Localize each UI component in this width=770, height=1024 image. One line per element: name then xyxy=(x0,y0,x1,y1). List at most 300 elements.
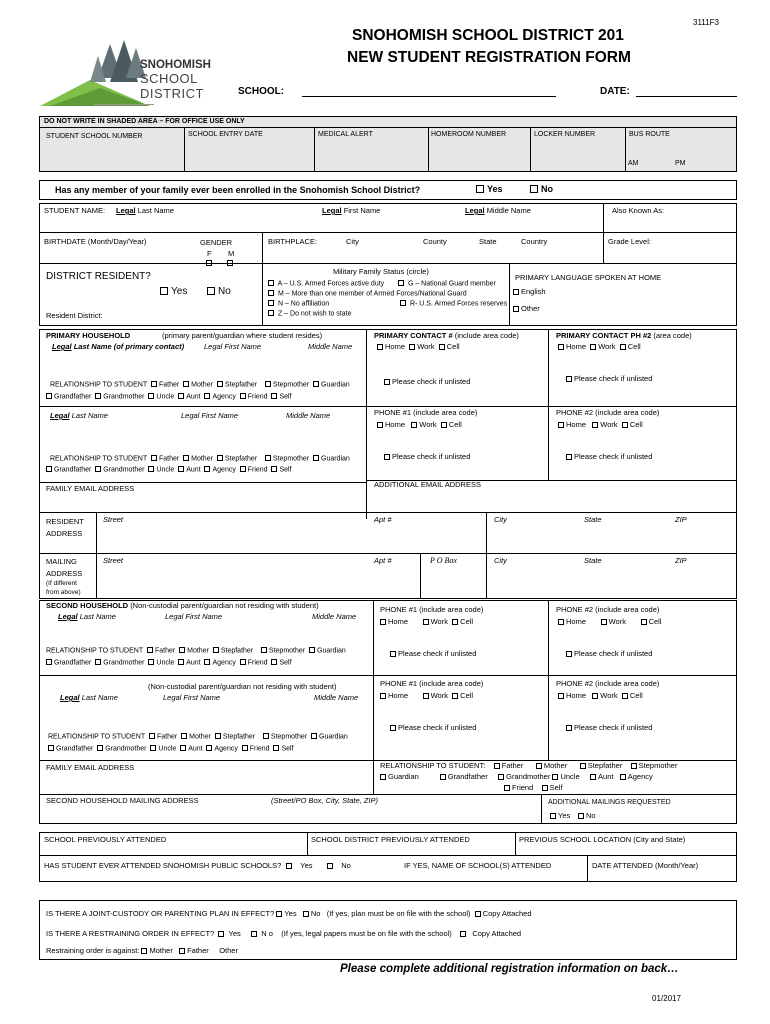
checkbox-icon[interactable] xyxy=(46,393,52,399)
rel-mother: Mother xyxy=(191,455,213,463)
checkbox-icon[interactable] xyxy=(46,659,52,665)
checkbox-icon[interactable] xyxy=(622,422,628,428)
checkbox-icon[interactable] xyxy=(311,733,317,739)
checkbox-icon[interactable] xyxy=(423,693,429,699)
birthplace-country-label: Country xyxy=(521,237,548,246)
enrolled-question: Has any member of your family ever been enrolled in the Snohomish School District? xyxy=(55,185,421,195)
checkbox-icon[interactable] xyxy=(409,344,415,350)
ever-yes-label: Yes xyxy=(300,861,313,870)
checkbox-icon[interactable] xyxy=(440,774,446,780)
resident-yes[interactable] xyxy=(160,286,187,298)
student-last-name-label xyxy=(116,207,174,216)
gender-m-label: M xyxy=(228,249,235,258)
contact-2-unlisted[interactable] xyxy=(566,375,652,384)
rel-friend: Friend xyxy=(512,783,534,792)
checkbox-icon[interactable] xyxy=(271,393,277,399)
school-label: SCHOOL: xyxy=(238,86,285,97)
rel-stepmother: Stepmother xyxy=(272,381,310,389)
checkbox-icon[interactable] xyxy=(377,344,383,350)
second-phone-1-unlisted[interactable] xyxy=(390,650,476,659)
checkbox-icon[interactable] xyxy=(141,948,147,954)
checkbox-icon xyxy=(160,287,168,295)
rel-aunt: Aunt xyxy=(186,466,201,474)
home-label: Home xyxy=(388,617,409,626)
rel-father: Father xyxy=(159,455,180,463)
bus-pm-label: PM xyxy=(675,160,686,167)
rel-friend: Friend xyxy=(249,745,270,753)
checkbox-icon[interactable] xyxy=(251,931,257,937)
school-name-label: IF YES, NAME OF SCHOOL(S) ATTENDED xyxy=(404,861,552,870)
checkbox-icon[interactable] xyxy=(179,647,185,653)
second-household-section xyxy=(39,600,737,824)
checkbox-icon[interactable] xyxy=(303,911,309,917)
checkbox-icon[interactable] xyxy=(460,931,466,937)
rel-stepmother: Stepmother xyxy=(268,647,306,655)
checkbox-icon[interactable] xyxy=(273,745,279,751)
checkbox-icon[interactable] xyxy=(380,693,386,699)
checkbox-icon[interactable] xyxy=(592,693,598,699)
previous-district-label: SCHOOL DISTRICT PREVIOUSLY ATTENDED xyxy=(311,835,470,844)
legal-word: Legal xyxy=(52,342,72,351)
checkbox-icon xyxy=(566,376,572,382)
unlisted-label: Please check if unlisted xyxy=(574,723,653,732)
military-g-label: G – National Guard member xyxy=(407,280,496,288)
home-label: Home xyxy=(566,617,587,626)
date-label: DATE: xyxy=(600,86,630,97)
enrolled-no[interactable] xyxy=(530,184,553,194)
checkbox-icon[interactable] xyxy=(46,466,52,472)
resident-no[interactable] xyxy=(207,286,231,298)
checkbox-icon[interactable] xyxy=(498,774,504,780)
district-resident-label: DISTRICT RESIDENT? xyxy=(46,271,151,282)
second-2-phone-2-type xyxy=(558,692,643,701)
against-other-label: Other xyxy=(219,946,238,955)
checkbox-icon[interactable] xyxy=(204,393,210,399)
checkbox-icon[interactable] xyxy=(590,774,596,780)
relationship-label: RELATIONSHIP TO STUDENT xyxy=(48,733,146,741)
language-english-label: English xyxy=(521,287,546,296)
rel-stepfather: Stepfather xyxy=(587,761,623,770)
rel-uncle: Uncle xyxy=(156,393,175,401)
checkbox-icon xyxy=(578,813,584,819)
form-title-registration: NEW STUDENT REGISTRATION FORM xyxy=(347,49,631,66)
work-label: Work xyxy=(430,617,448,626)
checkbox-icon[interactable] xyxy=(452,693,458,699)
medical-alert-label: MEDICAL ALERT xyxy=(318,131,373,138)
mailing-city-label: City xyxy=(494,556,507,565)
contact-2-type xyxy=(558,343,641,352)
relationship-row-2a xyxy=(50,455,350,463)
second-parent-last-name-label xyxy=(50,412,108,421)
logo-text-school: SCHOOL xyxy=(140,71,198,86)
checkbox-icon[interactable] xyxy=(147,647,153,653)
resident-yes-label: Yes xyxy=(171,286,188,297)
checkbox-icon[interactable] xyxy=(242,745,248,751)
form-title-district: SNOHOMISH SCHOOL DISTRICT 201 xyxy=(352,27,624,44)
aka-label: Also Known As: xyxy=(612,206,665,215)
rel-grandmother: Grandmother xyxy=(506,772,551,781)
checkbox-icon xyxy=(550,813,556,819)
locker-label: LOCKER NUMBER xyxy=(534,131,596,138)
second-household-title: SECOND HOUSEHOLD xyxy=(46,601,129,610)
last-name-text: Last Name xyxy=(137,206,174,215)
additional-mailings-yes[interactable] xyxy=(550,812,570,821)
checkbox-icon[interactable] xyxy=(439,344,445,350)
rel-grandmother: Grandmother xyxy=(103,393,145,401)
first-name-text: First Name xyxy=(343,206,381,215)
checkbox-icon[interactable] xyxy=(313,455,319,461)
mailing-different-2: from above) xyxy=(46,589,81,596)
checkbox-icon[interactable] xyxy=(148,466,154,472)
second-mailing-hint: (Street/PO Box, City, State, ZIP) xyxy=(271,796,378,805)
school-input-line[interactable] xyxy=(302,96,556,97)
checkbox-icon[interactable] xyxy=(313,381,319,387)
last-name-text: Last Name xyxy=(79,612,116,621)
unlisted-label: Please check if unlisted xyxy=(574,452,653,461)
rel-stepmother: Stepmother xyxy=(272,455,310,463)
checkbox-icon[interactable] xyxy=(411,422,417,428)
rel-mother: Mother xyxy=(191,381,213,389)
checkbox-icon[interactable] xyxy=(178,466,184,472)
relationship-row-3a xyxy=(46,647,346,655)
birthplace-label: BIRTHPLACE: xyxy=(268,237,318,246)
second-family-email-label: FAMILY EMAIL ADDRESS xyxy=(46,763,135,772)
military-a[interactable] xyxy=(268,280,384,288)
form-revision-date: 01/2017 xyxy=(652,994,681,1003)
restraining-question: IS THERE A RESTRAINING ORDER IN EFFECT? xyxy=(46,929,215,938)
checkbox-icon[interactable] xyxy=(151,381,157,387)
checkbox-icon[interactable] xyxy=(180,745,186,751)
checkbox-icon[interactable] xyxy=(240,466,246,472)
family-email-label: FAMILY EMAIL ADDRESS xyxy=(46,484,135,493)
date-input-line[interactable] xyxy=(636,96,737,97)
checkbox-icon[interactable] xyxy=(380,619,386,625)
unlisted-label: Please check if unlisted xyxy=(392,377,471,386)
rel-grandfather: Grandfather xyxy=(54,466,92,474)
checkbox-icon[interactable] xyxy=(558,693,564,699)
contact-1-unlisted[interactable] xyxy=(384,378,470,387)
checkbox-icon[interactable] xyxy=(380,774,386,780)
home-label: Home xyxy=(385,342,406,351)
home-label: Home xyxy=(388,691,409,700)
legal-word: Legal xyxy=(322,206,342,215)
gender-label: GENDER xyxy=(200,238,233,247)
resident-district-label: Resident District: xyxy=(46,311,103,320)
gender-f-checkbox[interactable] xyxy=(206,260,214,268)
rel-grandfather: Grandfather xyxy=(54,659,92,667)
phone-1-label: PHONE #1 (include area code) xyxy=(374,408,478,417)
cell-label: Cell xyxy=(629,420,643,429)
language-other-label: Other xyxy=(521,304,540,313)
cell-label: Cell xyxy=(627,342,641,351)
rel-guardian: Guardian xyxy=(317,647,346,655)
resident-state-label: State xyxy=(584,515,602,524)
checkbox-icon xyxy=(530,185,538,193)
checkbox-icon[interactable] xyxy=(580,763,586,769)
checkbox-icon[interactable] xyxy=(218,931,224,937)
contact-1-title: PRIMARY CONTACT # xyxy=(374,331,453,340)
checkbox-icon[interactable] xyxy=(620,774,626,780)
checkbox-icon[interactable] xyxy=(265,381,271,387)
restraining-against-row xyxy=(46,947,238,956)
joint-custody-row xyxy=(46,910,532,919)
checkbox-icon xyxy=(476,185,484,193)
rel-uncle: Uncle xyxy=(158,745,177,753)
rel-mother: Mother xyxy=(543,761,568,770)
rel-friend: Friend xyxy=(247,466,268,474)
rel-aunt: Aunt xyxy=(186,393,201,401)
checkbox-icon[interactable] xyxy=(240,659,246,665)
resident-street-label: Street xyxy=(103,515,124,524)
grade-level-label: Grade Level: xyxy=(608,237,651,246)
checkbox-icon[interactable] xyxy=(95,659,101,665)
rel-grandmother: Grandmother xyxy=(103,659,145,667)
checkbox-icon[interactable] xyxy=(641,619,647,625)
rel-father: Father xyxy=(155,647,176,655)
legal-word: Legal xyxy=(116,206,136,215)
unlisted-label: Please check if unlisted xyxy=(392,452,471,461)
ever-attended-yes[interactable] xyxy=(286,862,313,871)
checkbox-icon[interactable] xyxy=(263,733,269,739)
second-first-name-label: Legal First Name xyxy=(165,612,223,621)
second-relationship-row-b xyxy=(380,773,653,782)
checkbox-icon[interactable] xyxy=(265,455,271,461)
checkbox-icon[interactable] xyxy=(271,466,277,472)
checkbox-icon[interactable] xyxy=(552,774,558,780)
phone-1-unlisted[interactable] xyxy=(384,453,470,462)
second-2-phone-1-type xyxy=(380,692,473,701)
primary-first-name-label: Legal First Name xyxy=(204,342,262,351)
checkbox-icon[interactable] xyxy=(206,745,212,751)
second-2-phone-2-label: PHONE #2 (include area code) xyxy=(556,679,660,688)
checkbox-icon xyxy=(566,725,572,731)
checkbox-icon[interactable] xyxy=(601,619,607,625)
checkbox-icon[interactable] xyxy=(504,785,510,791)
cell-label: Cell xyxy=(448,420,462,429)
checkbox-icon xyxy=(398,280,404,286)
rel-grandmother: Grandmother xyxy=(103,466,145,474)
second-mailing-label: SECOND HOUSEHOLD MAILING ADDRESS xyxy=(46,796,199,805)
previous-location-label: PREVIOUS SCHOOL LOCATION (City and State) xyxy=(519,835,686,844)
cell-label: Cell xyxy=(648,617,662,626)
language-other[interactable] xyxy=(513,305,540,314)
office-use-banner: DO NOT WRITE IN SHADED AREA – FOR OFFICE USE ONLY xyxy=(44,118,245,125)
checkbox-icon[interactable] xyxy=(148,659,154,665)
checkbox-icon[interactable] xyxy=(179,948,185,954)
mailing-street-label: Street xyxy=(103,556,124,565)
bus-route-label: BUS ROUTE xyxy=(629,131,670,138)
checkbox-icon xyxy=(207,287,215,295)
work-label: Work xyxy=(417,342,435,351)
resident-no-label: No xyxy=(218,286,231,297)
work-label: Work xyxy=(600,420,618,429)
restraining-note: (If yes, legal papers must be on file with the school) xyxy=(281,929,452,938)
checkbox-icon[interactable] xyxy=(558,344,564,350)
checkbox-icon[interactable] xyxy=(149,733,155,739)
unlisted-label: Please check if unlisted xyxy=(398,723,477,732)
checkbox-icon[interactable] xyxy=(183,455,189,461)
second-phone-1-label: PHONE #1 (include area code) xyxy=(380,605,484,614)
logo-text-snohomish: SNOHOMISH xyxy=(140,59,211,71)
checkbox-icon[interactable] xyxy=(95,466,101,472)
checkbox-icon[interactable] xyxy=(261,647,267,653)
gender-m-checkbox[interactable] xyxy=(227,260,235,268)
ever-no-label: No xyxy=(341,861,351,870)
primary-last-name-label xyxy=(52,343,184,352)
mailing-zip-label: ZIP xyxy=(675,556,687,565)
second-2-first-name-label: Legal First Name xyxy=(163,693,221,702)
checkbox-icon[interactable] xyxy=(536,763,542,769)
birthplace-state-label: State xyxy=(479,237,497,246)
checkbox-icon[interactable] xyxy=(558,619,564,625)
work-label: Work xyxy=(600,691,618,700)
additional-mailings-no[interactable] xyxy=(578,812,596,821)
military-m[interactable] xyxy=(268,290,467,298)
resident-address-label: ADDRESS xyxy=(46,529,83,538)
checkbox-icon[interactable] xyxy=(423,619,429,625)
second-phone-2-unlisted[interactable] xyxy=(566,650,652,659)
checkbox-icon[interactable] xyxy=(178,659,184,665)
phone-2-unlisted[interactable] xyxy=(566,453,652,462)
checkbox-icon[interactable] xyxy=(276,911,282,917)
home-label: Home xyxy=(566,691,587,700)
rel-stepmother: Stepmother xyxy=(638,761,678,770)
custody-no-label: No xyxy=(310,909,321,918)
checkbox-icon[interactable] xyxy=(217,455,223,461)
birthplace-county-label: County xyxy=(423,237,447,246)
checkbox-icon[interactable] xyxy=(558,422,564,428)
relationship-row-1b xyxy=(46,393,292,401)
checkbox-icon[interactable] xyxy=(631,763,637,769)
military-r[interactable] xyxy=(400,300,507,308)
primary-last-text: Last Name (of primary contact) xyxy=(73,342,185,351)
rel-aunt: Aunt xyxy=(188,745,203,753)
checkbox-icon[interactable] xyxy=(95,393,101,399)
mailing-pobox-label: P O Box xyxy=(430,556,457,565)
home-label: Home xyxy=(566,420,587,429)
resident-city-label: City xyxy=(494,515,507,524)
checkbox-icon xyxy=(268,300,274,306)
second-2-phone-1-unlisted[interactable] xyxy=(390,724,476,733)
checkbox-icon[interactable] xyxy=(204,659,210,665)
custody-yes-label: Yes xyxy=(284,909,297,918)
rel-self: Self xyxy=(549,783,563,792)
rel-grandfather: Grandfather xyxy=(447,772,488,781)
checkbox-icon[interactable] xyxy=(217,381,223,387)
checkbox-icon[interactable] xyxy=(150,745,156,751)
entry-date-label: SCHOOL ENTRY DATE xyxy=(188,131,263,138)
checkbox-icon[interactable] xyxy=(620,344,626,350)
primary-household-sub: (primary parent/guardian where student resides) xyxy=(162,331,323,340)
checkbox-icon[interactable] xyxy=(148,393,154,399)
checkbox-icon[interactable] xyxy=(215,733,221,739)
rel-uncle: Uncle xyxy=(156,466,175,474)
rel-agency: Agency xyxy=(214,745,238,753)
rel-uncle: Uncle xyxy=(560,772,580,781)
back-page-note: Please complete additional registration information on back… xyxy=(340,963,679,975)
relationship-row-4a xyxy=(48,733,348,741)
resident-apt-label: Apt # xyxy=(374,515,392,524)
previous-school-label: SCHOOL PREVIOUSLY ATTENDED xyxy=(44,835,167,844)
form-code: 3111F3 xyxy=(693,18,719,27)
logo-text-district: DISTRICT xyxy=(140,86,204,101)
additional-mailings-label: ADDITIONAL MAILINGS REQUESTED xyxy=(548,799,671,806)
checkbox-icon[interactable] xyxy=(475,911,481,917)
checkbox-icon[interactable] xyxy=(240,393,246,399)
checkbox-icon[interactable] xyxy=(452,619,458,625)
second-parent-middle-name-label: Middle Name xyxy=(286,411,331,420)
military-r-label: R- U.S. Armed Forces reserves xyxy=(409,300,508,308)
checkbox-icon[interactable] xyxy=(48,745,54,751)
checkbox-icon[interactable] xyxy=(181,733,187,739)
checkbox-icon[interactable] xyxy=(204,466,210,472)
work-label: Work xyxy=(608,617,626,626)
contact-2-title: PRIMARY CONTACT PH #2 xyxy=(556,331,652,340)
restraining-copy-label: Copy Attached xyxy=(472,929,522,938)
checkbox-icon xyxy=(384,379,390,385)
checkbox-icon[interactable] xyxy=(213,647,219,653)
ever-attended-no[interactable] xyxy=(327,862,351,871)
second-middle-name-label: Middle Name xyxy=(312,612,357,621)
gender-f-label: F xyxy=(207,249,212,258)
rel-friend: Friend xyxy=(247,393,268,401)
checkbox-icon[interactable] xyxy=(441,422,447,428)
language-english[interactable] xyxy=(513,288,546,297)
rel-aunt: Aunt xyxy=(598,772,614,781)
rel-father: Father xyxy=(159,381,180,389)
checkbox-icon xyxy=(400,300,406,306)
relationship-label: RELATIONSHIP TO STUDENT xyxy=(46,647,144,655)
relationship-row-4b xyxy=(48,745,294,753)
checkbox-icon[interactable] xyxy=(271,659,277,665)
checkbox-icon[interactable] xyxy=(590,344,596,350)
enrolled-no-label: No xyxy=(541,184,553,194)
checkbox-icon[interactable] xyxy=(178,393,184,399)
rel-agency: Agency xyxy=(212,466,236,474)
checkbox-icon xyxy=(268,310,274,316)
checkbox-icon[interactable] xyxy=(592,422,598,428)
second-2-phone-2-unlisted[interactable] xyxy=(566,724,652,733)
checkbox-icon[interactable] xyxy=(151,455,157,461)
checkbox-icon[interactable] xyxy=(377,422,383,428)
unlisted-label: Please check if unlisted xyxy=(574,649,653,658)
checkbox-icon[interactable] xyxy=(97,745,103,751)
military-g[interactable] xyxy=(398,280,496,288)
additional-yes-label: Yes xyxy=(558,811,571,820)
relationship-label: RELATIONSHIP TO STUDENT xyxy=(50,455,148,463)
military-z-label: Z – Do not wish to state xyxy=(277,310,352,318)
checkbox-icon[interactable] xyxy=(309,647,315,653)
enrolled-yes[interactable] xyxy=(476,184,503,194)
student-number-label: STUDENT SCHOOL NUMBER xyxy=(46,133,143,140)
rel-friend: Friend xyxy=(247,659,268,667)
military-n[interactable] xyxy=(268,300,329,308)
additional-no-label: No xyxy=(586,811,596,820)
checkbox-icon xyxy=(566,651,572,657)
rel-mother: Mother xyxy=(187,647,209,655)
checkbox-icon[interactable] xyxy=(183,381,189,387)
custody-copy-label: Copy Attached xyxy=(482,909,532,918)
second-last-name-label xyxy=(58,613,116,622)
checkbox-icon[interactable] xyxy=(622,693,628,699)
resident-label: RESIDENT xyxy=(46,517,84,526)
checkbox-icon[interactable] xyxy=(542,785,548,791)
military-z[interactable] xyxy=(268,310,352,318)
birthdate-label: BIRTHDATE (Month/Day/Year) xyxy=(44,237,147,246)
rel-grandfather: Grandfather xyxy=(54,393,92,401)
checkbox-icon[interactable] xyxy=(494,763,500,769)
phone-2-label: PHONE #2 (include area code) xyxy=(556,408,660,417)
